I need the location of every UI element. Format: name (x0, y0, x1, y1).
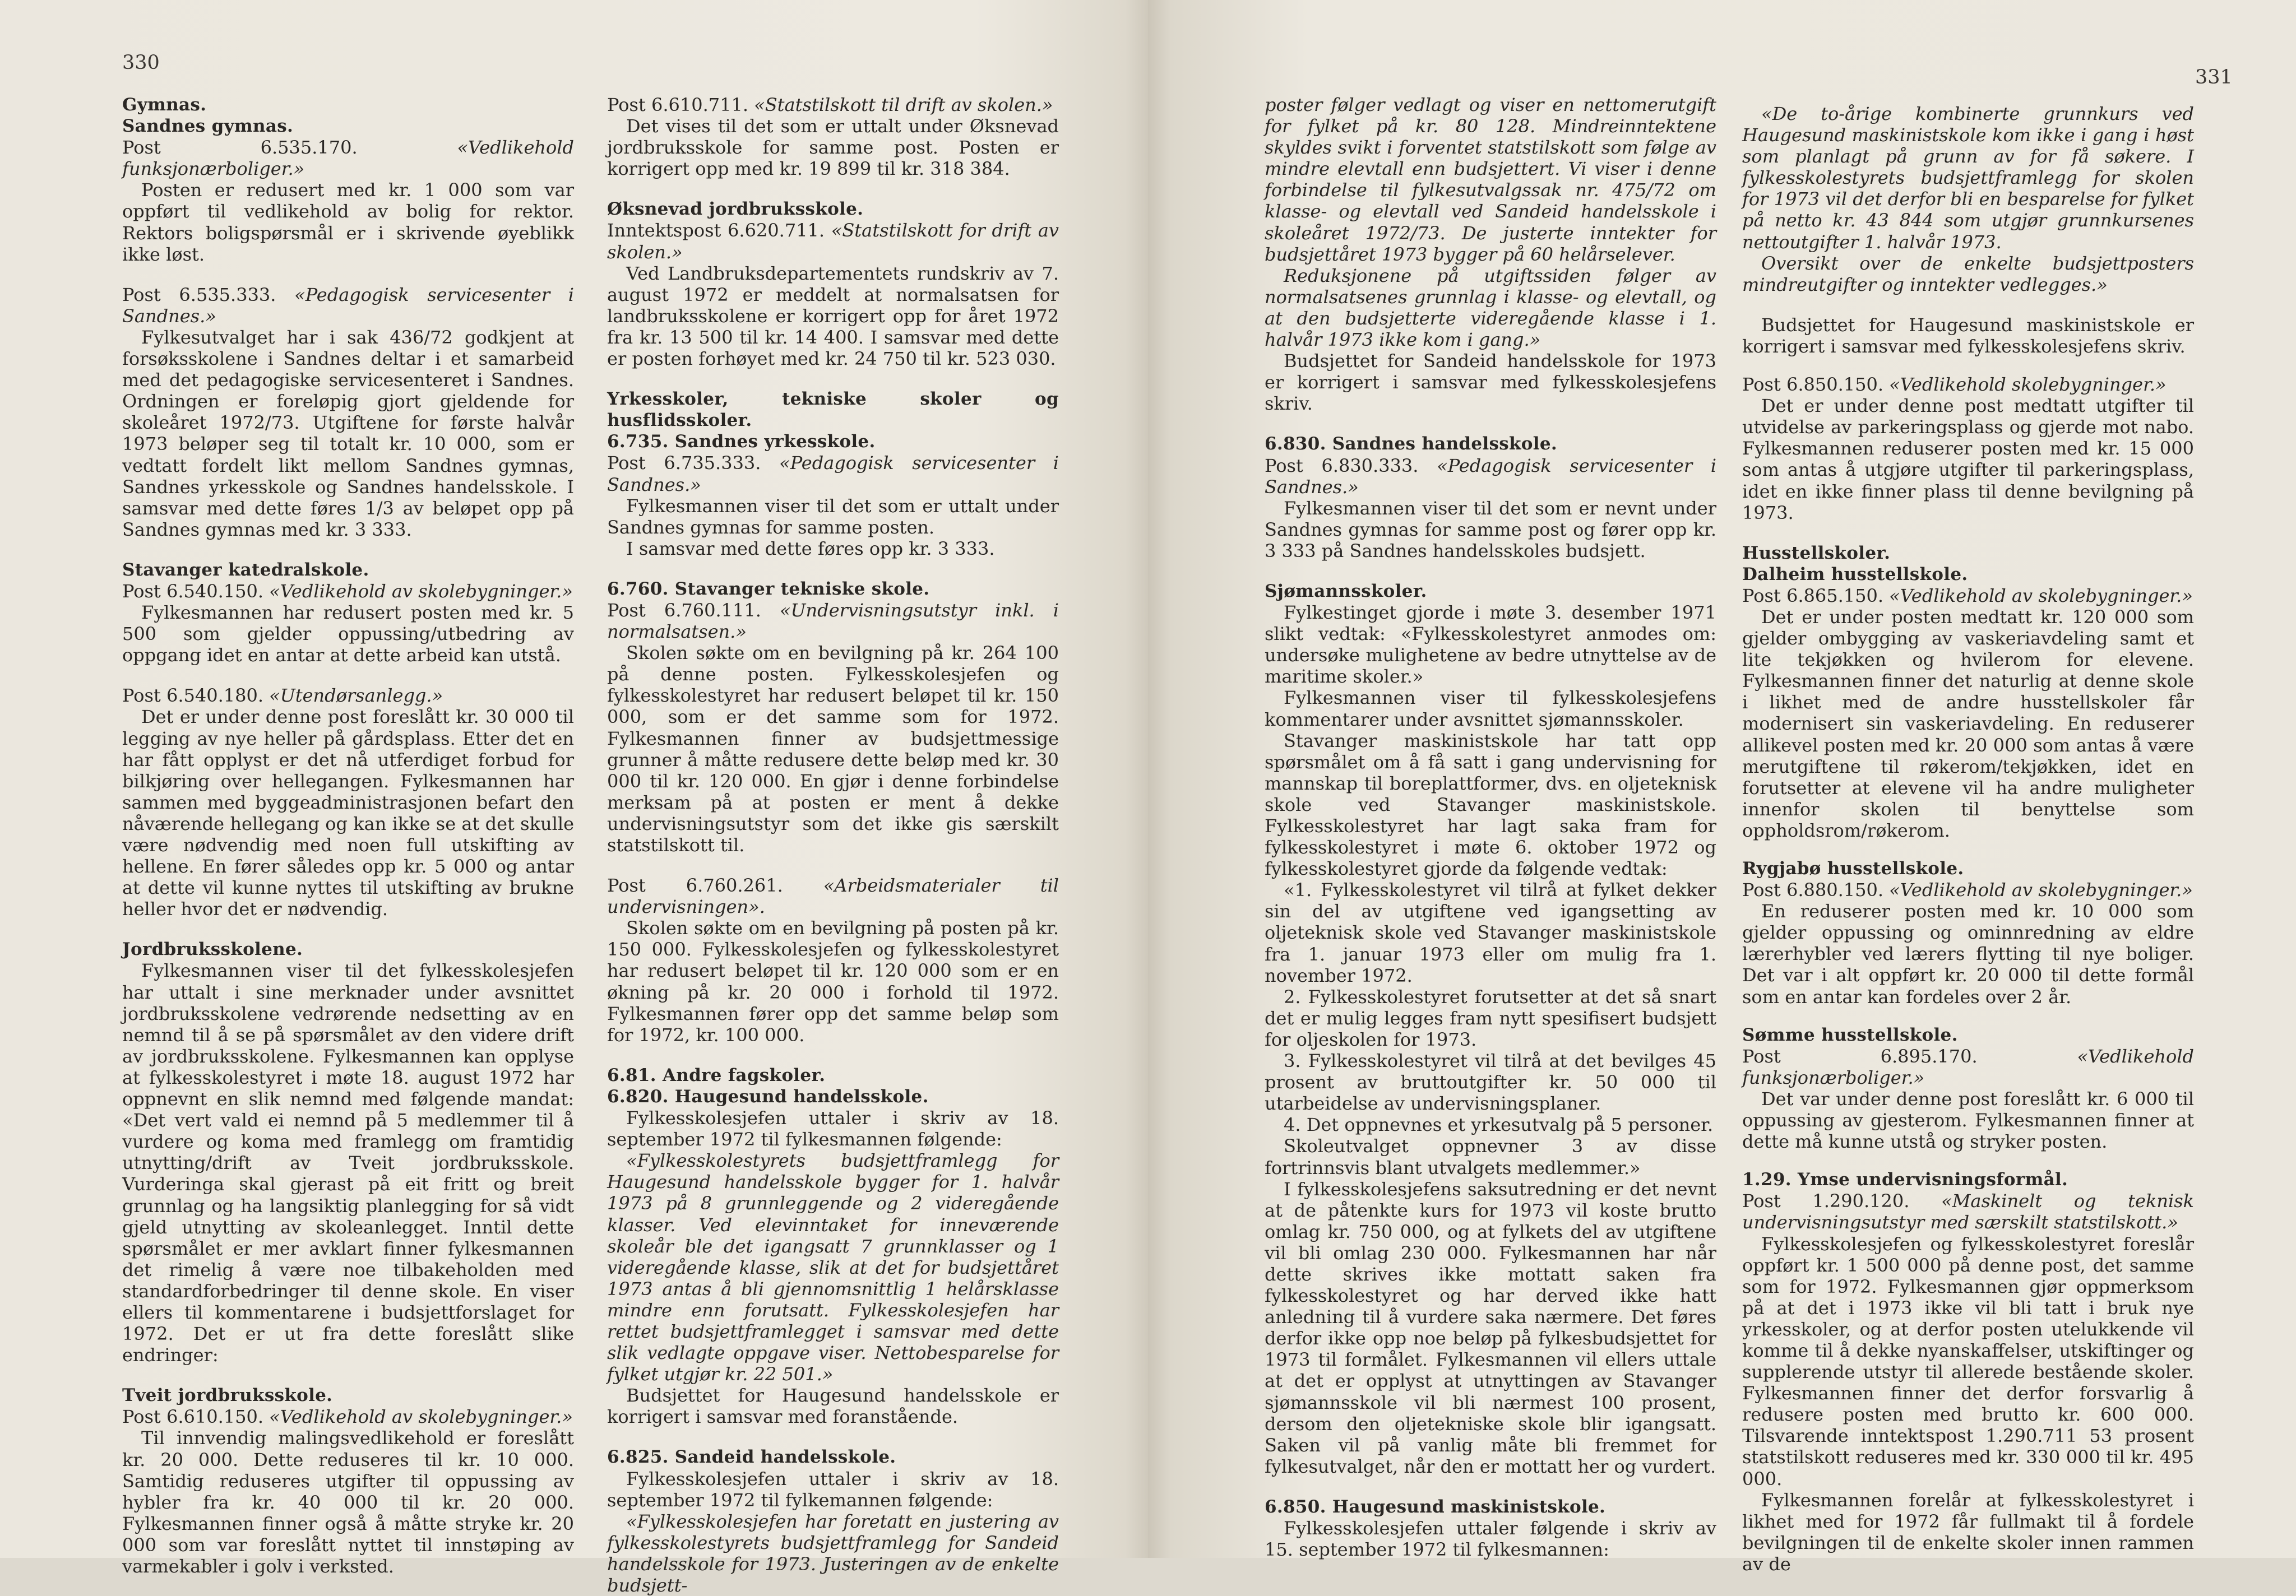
paragraph-gap (607, 1046, 1059, 1065)
post-number: Post 6.540.180. (122, 685, 263, 707)
section-heading: Sjømannsskoler. (1265, 581, 1427, 601)
paragraph: Fylkesmannen viser til det fylkesskolesjefen har uttalt i sine merknader under avsnittet jordbruksskolene vedrørende nedsetting av en nemnd til å se på spørsmålet av den videre drift av jordbruksskolene. Fylkesmannen kan opplyse at fylkesskolestyret i møte 18. august 1972 har oppnevnt en slik nemnd med følgende mandat: «Det vert vald ei nemnd på 5 medlemmer til å vurdere og koma med framlegg om framtidig utnytting/drift av Tveit jordbruksskole. Vurderinga skal gjerast på eit fritt og breit grunnlag og ha langsiktig planlegging for så vidt gjeld utnytting av skoleanlegget. Inntil dette spørsmålet er mer avklart finner fylkesmannen det rimelig å være noe tilbakeholden med standardforbedringer til denne skole. En viser ellers til kommentarene i budsjettforslaget for 1972. Det er ut fra dette foreslått slike endringer: (122, 960, 574, 1366)
post-title: «Vedlikehold av skolebygninger.» (1889, 879, 2193, 901)
paragraph-gap (607, 559, 1059, 578)
post-number: Post 6.535.333. (122, 284, 276, 305)
section-heading: Rygjabø husstellskole. (1742, 859, 1964, 879)
paragraph: Budsjettet for Haugesund handelsskole er korrigert i samsvar med foranstående. (607, 1385, 1059, 1428)
section-heading: Tveit jordbruksskole. (122, 1385, 333, 1406)
quoted-paragraph: «Fylkesskolestyrets budsjettframlegg for Haugesund handelsskole bygger for 1. halvår 1973 på 8 grunnleggende og 2 videregående klasser. Ved elevinntaket for inneværende skoleår ble det igangsatt 7 grunnklasser og 1 videregående klasse, slik at det for budsjettåret 1973 antas å bli gjennomsnittlig 1 helårsklasse mindre enn forutsatt. Fylkesskolesjefen har rettet budsjettframlegget i samsvar med dette slik vedlagte oppgave viser. Nettobesparelse for fylket utgjør kr. 22 501.» (607, 1150, 1059, 1385)
post-title: «Maskinelt og teknisk undervisningsutstyr med særskilt statstilskott.» (1742, 1190, 2195, 1233)
post-line (122, 137, 574, 179)
post-title: «Vedlikehold av skolebygninger.» (1889, 584, 2193, 606)
paragraph: Fylkesutvalget har i sak 436/72 godkjent at forsøksskolene i Sandnes deltar i et samarbeid med det pedagogiske servicesenteret i Sandnes. Ordningen er foreløpig gjort gjeldende for skoleåret 1972/73. Utgiftene for første halvår 1973 beløper seg til totalt kr. 10 000, som er vedtatt fordelt likt mellom Sandnes gymnas, Sandnes yrkesskole og Sandnes handelsskole. I samsvar med dette føres 1/3 av beløpet opp på Sandnes gymnas med kr. 3 333. (122, 326, 574, 540)
paragraph-gap (122, 920, 574, 939)
paragraph-gap (607, 179, 1059, 198)
paragraph-gap (1742, 523, 2194, 542)
section-heading: 6.830. Sandnes handelsskole. (1265, 434, 1557, 454)
paragraph: Ved Landbruksdepartementets rundskriv av 7. august 1972 er meddelt at normalsatsen for landbruksskolene er korrigert opp for året 1972 fra kr. 13 500 til kr. 14 400. I samsvar med dette er posten forhøyet med kr. 24 750 til kr. 523 030. (607, 262, 1059, 370)
paragraph: Fylkesmannen forelår at fylkesskolestyret i likhet med for 1972 får fullmakt til å fordele bevilgningen til de enkelte skoler innen rammen av de (1742, 1489, 2194, 1575)
post-title: «Utendørsanlegg.» (269, 685, 443, 707)
post-line (607, 452, 1059, 495)
paragraph: Budsjettet for Haugesund maskinistskole er korrigert i samsvar med fylkesskolesjefens skriv. (1742, 314, 2194, 357)
post-title: «Statstilskott for drift av skolen.» (607, 220, 1059, 263)
post-number: Post 6.850.150. (1742, 374, 1883, 396)
paragraph-gap (122, 1366, 574, 1385)
section-heading: Sømme husstellskole. (1742, 1024, 1958, 1045)
post-line (607, 94, 1059, 115)
paragraph: Fylkesmannen har redusert posten med kr. 5 500 som gjelder oppussing/utbedring av oppgang idet en antar at dette arbeid kan utstå. (122, 602, 574, 666)
post-line (122, 1406, 574, 1427)
paragraph: En reduserer posten med kr. 10 000 som gjelder oppussing og ominnredning av eldre lærerhybler ved lærers flytting til nye boliger. Det var i alt oppført kr. 20 000 til dette formål som en antar kan fordeles over 2 år. (1742, 901, 2194, 1008)
post-number: Post 1.290.120. (1742, 1190, 1910, 1212)
paragraph-gap (1265, 1477, 1716, 1496)
text-column-2 (607, 94, 1059, 1596)
post-line (1742, 1190, 2194, 1233)
post-title: «Pedagogisk servicesenter i Sandnes.» (607, 452, 1059, 495)
post-title: «Undervisningsutstyr inkl. i normalsatsen.» (607, 599, 1059, 643)
paragraph: Det er under denne post foreslått kr. 30 000 til legging av nye heller på gårdsplass. Etter det en har fått opplyst er det nå utferdiget forbud for bilkjøring over hellegangen. Fylkesmannen har sammen med byggeadministrasjonen befart den nåværende hellegang og kan ikke se at det skulle være nødvendig med noen full utskifting av hellene. En fører således opp kr. 5 000 og antar at dette vil kunne nyttes til utskifting av brukne heller hvor det er nødvendig. (122, 706, 574, 920)
section-heading: Gymnas. (122, 95, 207, 115)
post-line (122, 685, 574, 706)
paragraph: Fylkesskolesjefen uttaler følgende i skriv av 15. september 1972 til fylkesmannen: (1265, 1518, 1716, 1561)
post-line (607, 600, 1059, 642)
page-number-left: 330 (122, 52, 160, 74)
post-title: «Arbeidsmaterialer til undervisningen». (607, 875, 1059, 918)
paragraph-gap (1742, 1008, 2194, 1024)
section-heading: 6.850. Haugesund maskinistskole. (1265, 1496, 1606, 1517)
paragraph: Fylkesmannen viser til fylkesskolesjefens kommentarer under avsnittet sjømannsskoler. (1265, 687, 1716, 730)
list-item: 2. Fylkesskolestyret forutsetter at det så snart det er mulig legges fram nytt spesifisert budsjett for oljeskolen for 1973. (1265, 986, 1716, 1050)
paragraph-gap (122, 265, 574, 284)
paragraph: Skolen søkte om en bevilgning på posten på kr. 150 000. Fylkesskolesjefen og fylkesskolestyret har redusert beløpet til kr. 120 000 som er en økning på kr. 20 000 i forhold til 1972. Fylkesmannen fører opp det samme beløp som for 1972, kr. 100 000. (607, 917, 1059, 1046)
post-line (1265, 455, 1716, 498)
post-number: Post 6.865.150. (1742, 584, 1883, 606)
paragraph: Skoleutvalget oppnevner 3 av disse fortrinnsvis blant utvalgets medlemmer.» (1265, 1135, 1716, 1179)
paragraph: Fylkesskolesjefen uttaler i skriv av 18. september 1972 til fylkemannen følgende: (607, 1468, 1059, 1511)
paragraph-gap (1265, 414, 1716, 433)
paragraph: Fylkesmannen viser til det som er uttalt under Sandnes gymnas for samme posten. (607, 495, 1059, 538)
section-heading: 6.825. Sandeid handelsskole. (607, 1447, 896, 1468)
paragraph: Fylkestinget gjorde i møte 3. desember 1971 slikt vedtak: «Fylkesskolestyret anmodes om: undersøke mulighetene av bedre utnyttelse av de maritime skoler.» (1265, 602, 1716, 688)
paragraph: Det vises til det som er uttalt under Øksnevad jordbruksskole for samme post. Posten er korrigert opp med kr. 19 899 til kr. 318 384. (607, 115, 1059, 180)
quoted-paragraph: «Fylkesskolesjefen har foretatt en justering av fylkesskolestyrets budsjettframlegg for Sandeid handelsskole for 1973. Justeringen av de enkelte budsjett- (607, 1510, 1059, 1596)
paragraph: Det er under posten medtatt kr. 120 000 som gjelder ombygging av vaskeriavdeling samt et lite tekjøkken og hvilerom for elevene. Fylkesmannen finner det naturlig at denne skole i likhet med de andre husstellskoler får modernisert sin vaskeriavdeling. En reduserer allikevel posten med kr. 20 000 som antas å være merutgiftene til røkerom/tekjøkken, idet en forutsetter at elevene vil ha andre muligheter innenfor skolen til benyttelse som oppholdsrom/røkerom. (1742, 606, 2194, 841)
post-line (1742, 879, 2194, 901)
list-item: «1. Fylkesskolestyret vil tilrå at fylket dekker sin del av utgiftene ved igangsetting av oljeteknisk skole ved Stavanger maskinistskole fra 1. januar 1973 eller om mulig fra 1. november 1972. (1265, 879, 1716, 986)
post-title: «Pedagogisk servicesenter i Sandnes.» (1265, 454, 1717, 498)
post-title: «Pedagogisk servicesenter i Sandnes.» (122, 284, 575, 327)
post-line (1742, 585, 2194, 606)
quoted-paragraph: Oversikt over de enkelte budsjettposters mindreutgifter og inntekter vedlegges.» (1742, 252, 2194, 295)
post-number: Post 6.535.170. (122, 137, 358, 159)
post-number: Post 6.895.170. (1742, 1045, 1978, 1067)
paragraph: I fylkesskolesjefens saksutredning er det nevnt at de påtenkte kurs for 1973 vil koste brutto omlag kr. 750 000, og at fylkets del av utgiftene vil bli omlag 230 000. Fylkesmannen har når dette skrives ikke mottatt saken fra fylkesskolestyret og har derved ikke hatt anledning til å vurdere saka nærmere. Det føres derfor ikke opp noe beløp på fylkesbudsjettet for 1973 til formålet. Fylkesmannen vil ellers uttale at det er opplyst at utnyttingen av Stavanger sjømannsskole vil bli nærmest 100 prosent, dersom den oljetekniske skole blir igangsatt. Saken vil på vanlig måte bli fremmet for fylkesutvalget, når den er mottatt her og vurdert. (1265, 1178, 1716, 1477)
post-number: Post 6.760.111. (607, 599, 761, 621)
post-title: «Vedlikehold av skolebygninger.» (269, 1406, 573, 1428)
paragraph-gap (1742, 1152, 2194, 1169)
section-heading: 6.820. Haugesund handelsskole. (607, 1086, 929, 1107)
list-item: 3. Fylkesskolestyret vil tilrå at det bevilges 45 prosent av bruttoutgifter kr. 50 000 til utarbeidelse av undervisningsplaner. (1265, 1050, 1716, 1115)
paragraph: Til innvendig malingsvedlikehold er foreslått kr. 20 000. Dette reduseres til kr. 10 000. Samtidig reduseres utgifter til oppussing av hybler fra kr. 40 000 til kr. 20 000. Fylkesmannen finner også å måtte stryke kr. 20 000 som var foreslått nyttet til innstøping av varmekabler i golv i verksted. (122, 1427, 574, 1577)
paragraph: I samsvar med dette føres opp kr. 3 333. (626, 537, 995, 559)
paragraph-gap (607, 369, 1059, 388)
post-title: «Vedlikehold funksjonærboliger.» (1742, 1045, 2194, 1088)
section-heading: 6.760. Stavanger tekniske skole. (607, 578, 930, 599)
page-number-right: 331 (2195, 66, 2233, 89)
post-title: «Vedlikehold skolebygninger.» (1889, 374, 2167, 396)
post-line (1742, 374, 2194, 395)
post-line (122, 284, 574, 327)
paragraph-gap (122, 540, 574, 559)
paragraph-gap (1742, 841, 2194, 858)
section-heading: 6.81. Andre fagskoler. (607, 1065, 826, 1085)
paragraph: Fylkesskolesjefen uttaler i skriv av 18. september 1972 til fylkesmannen følgende: (607, 1107, 1059, 1150)
paragraph: Skolen søkte om en bevilgning på kr. 264 100 på denne posten. Fylkesskolesjefen og fylkesskolestyret har redusert beløpet til kr. 150 000, som er det samme som for 1972. Fylkesmannen finner av budsjettmessige grunner å måtte redusere dette beløp med kr. 30 000 til kr. 120 000. En gjør i denne forbindelse merksam på at posten er ment å dekke undervisningsutstyr som det ikke gis særskilt statstilskott til. (607, 642, 1059, 856)
paragraph-gap (607, 1427, 1059, 1446)
post-number: Post 6.610.711. (607, 94, 748, 115)
paragraph: Budsjettet for Sandeid handelsskole for 1973 er korrigert i samsvar med fylkesskolesjefens skriv. (1265, 350, 1716, 415)
section-heading: Øksnevad jordbruksskole. (607, 199, 864, 220)
text-column-1 (122, 94, 574, 1577)
section-heading: Husstellskoler. (1742, 542, 1891, 563)
paragraph: Fylkesmannen viser til det som er nevnt under Sandnes gymnas for samme post og fører opp kr. 3 333 på Sandnes handelsskoles budsjett. (1265, 497, 1716, 562)
quoted-paragraph: «De to-årige kombinerte grunnkurs ved Haugesund maskinistskole kom ikke i gang i høst som planlagt på grunn av for få søkere. I fylkesskolestyrets budsjettframlegg for skolen for 1973 vil det derfor bli en besparelse for fylket på netto kr. 43 844 som utgjør grunnkursenes nettoutgifter 1. halvår 1973. (1742, 103, 2194, 253)
post-number: Post 6.735.333. (607, 452, 761, 474)
post-number: Post 6.610.150. (122, 1406, 263, 1428)
section-heading: Sandnes gymnas. (122, 116, 294, 137)
section-heading: Jordbruksskolene. (122, 939, 303, 960)
paragraph: Det var under denne post foreslått kr. 6 000 til oppussing av gjesterom. Fylkesmannen finner at dette må kunne utstå og stryker posten. (1742, 1088, 2194, 1153)
post-number: Inntektspost 6.620.711. (607, 220, 825, 242)
post-number: Post 6.760.261. (607, 875, 783, 897)
post-line (1742, 1046, 2194, 1088)
section-heading: 6.735. Sandnes yrkesskole. (607, 432, 876, 452)
paragraph: Fylkesskolesjefen og fylkesskolestyret foreslår oppført kr. 1 500 000 på denne post, det samme som for 1972. Fylkesmannen gjør oppmerksom på at det i 1973 ikke vil bli tatt i bruk nye yrkesskoler, og at derfor posten utelukkende vil komme til å dekke nyanskaffelser, utskiftinger og supplerende utstyr til allerede bestående skoler. Fylkesmannen finner det derfor forsvarlig å redusere posten med brutto kr. 600 000. Tilsvarende inntektspost 1.290.711 53 prosent statstilskott reduseres med kr. 330 000 til kr. 495 000. (1742, 1233, 2194, 1490)
paragraph: Det er under denne post medtatt utgifter til utvidelse av parkeringsplass og gjerde mot nabo. Fylkesmannen reduserer posten med kr. 15 000 som antas å utgjøre utgifter til parkeringsplass, idet en ikke finner plass til denne bevilgning på 1973. (1742, 395, 2194, 523)
paragraph-gap (607, 856, 1059, 875)
text-column-4 (1742, 103, 2194, 1575)
right-page (1148, 0, 2296, 1575)
paragraph-gap (1742, 357, 2194, 374)
paragraph: Stavanger maskinistskole har tatt opp spørsmålet om å få satt i gang undervisning for mannskap til boreplattformer, dvs. en oljeteknisk skole ved Stavanger maskinistskole. Fylkesskolestyret har lagt saka fram for fylkesskolestyret i møte 6. oktober 1972 og fylkesskolestyret gjorde da følgende vedtak: (1265, 730, 1716, 880)
post-number: Post 6.880.150. (1742, 879, 1883, 901)
quoted-paragraph: Reduksjonene på utgiftssiden følger av normalsatsenes grunnlag i klasse- og elevtall, og at den budsjetterte videregående klasse i 1. halvår 1973 ikke kom i gang.» (1265, 265, 1716, 351)
section-heading: Yrkesskoler, tekniske skoler og husflidsskoler. (607, 389, 1059, 431)
text-column-3 (1265, 94, 1716, 1560)
post-line (607, 875, 1059, 917)
post-title: «Vedlikehold funksjonærboliger.» (122, 137, 574, 180)
post-title: «Vedlikehold av skolebygninger.» (269, 580, 573, 602)
section-heading: 1.29. Ymse undervisningsformål. (1742, 1170, 2068, 1190)
post-line (607, 220, 1059, 262)
paragraph-gap (1742, 295, 2194, 314)
section-heading: Dalheim husstellskole. (1742, 564, 1968, 584)
post-number: Post 6.830.333. (1265, 454, 1419, 476)
paragraph-gap (1265, 562, 1716, 581)
post-title: «Statstilskott til drift av skolen.» (754, 94, 1053, 115)
post-number: Post 6.540.150. (122, 580, 263, 602)
paragraph: Posten er redusert med kr. 1 000 som var oppført til vedlikehold av bolig for rektor. Rektors boligspørsmål er i skrivende øyeblikk ikke løst. (122, 179, 574, 265)
post-line (122, 581, 574, 602)
list-item: 4. Det oppnevnes et yrkesutvalg på 5 personer. (1284, 1114, 1714, 1136)
paragraph-gap (122, 666, 574, 685)
section-heading: Stavanger katedralskole. (122, 559, 369, 580)
quoted-paragraph: poster følger vedlagt og viser en nettomerutgift for fylket på kr. 80 128. Mindreinntektene skyldes svikt i forventet statstilskott som følge av mindre elevtall enn budsjettert. Vi viser i denne forbindelse til fylkesutvalgssak nr. 475/72 om klasse- og elevtall ved Sandeid handelsskole i skoleåret 1972/73. De justerte inntekter for budsjettåret 1973 bygger på 60 helårselever. (1265, 94, 1716, 265)
